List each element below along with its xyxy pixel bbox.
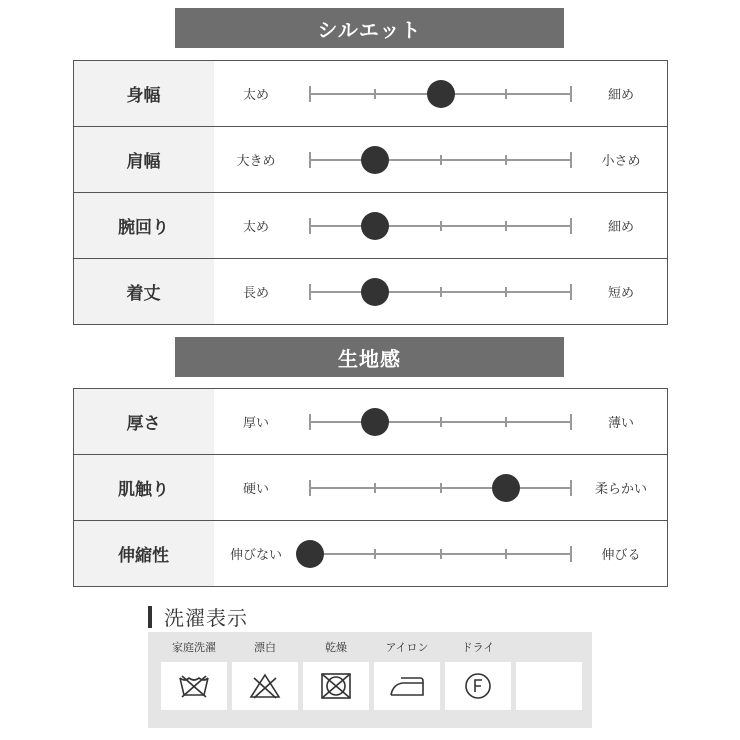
scale-cell xyxy=(214,521,667,586)
care-label: 漂白 xyxy=(254,641,276,654)
care-item-wash xyxy=(161,632,227,710)
scale-marker xyxy=(296,540,324,568)
right-label: 伸びる xyxy=(601,548,641,563)
scale-marker xyxy=(361,212,389,240)
table-row xyxy=(74,454,667,520)
care-item-iron xyxy=(374,632,440,710)
scale-tick xyxy=(570,414,572,430)
scale-tick xyxy=(505,89,507,99)
care-heading xyxy=(148,602,248,631)
scale-tick xyxy=(440,221,442,231)
fabric-title: 生地感 xyxy=(338,346,401,371)
row-label: 厚さ xyxy=(74,389,214,454)
row-label: 着丈 xyxy=(74,259,214,324)
scale-tick xyxy=(505,287,507,297)
care-panel xyxy=(148,632,592,728)
care-item-bleach xyxy=(232,632,298,710)
scale-tick xyxy=(309,480,311,496)
table-row xyxy=(74,126,667,192)
no-bleach-icon xyxy=(232,662,298,710)
scale-tick xyxy=(374,483,376,493)
left-label: 硬い xyxy=(242,482,269,497)
scale-cell xyxy=(214,259,667,324)
fabric-banner xyxy=(175,337,564,377)
scale-marker xyxy=(427,80,455,108)
scale-tick xyxy=(505,549,507,559)
empty-care-slot xyxy=(516,662,582,710)
care-label: 家庭洗濯 xyxy=(172,641,216,654)
scale-tick xyxy=(505,221,507,231)
row-label: 伸縮性 xyxy=(74,521,214,586)
row-label: 身幅 xyxy=(74,61,214,126)
scale-cell xyxy=(214,455,667,520)
scale-cell xyxy=(214,127,667,192)
scale-tick xyxy=(505,417,507,427)
scale-tick xyxy=(570,480,572,496)
scale-marker xyxy=(361,146,389,174)
care-item-dryclean xyxy=(445,632,511,710)
silhouette-banner xyxy=(175,8,564,48)
care-label: ドライ xyxy=(461,641,495,654)
care-item-dry xyxy=(303,632,369,710)
scale-tick xyxy=(309,284,311,300)
care-label: 乾燥 xyxy=(325,641,347,654)
scale-marker xyxy=(492,474,520,502)
scale-tick xyxy=(374,89,376,99)
heading-bar xyxy=(148,606,152,628)
right-label: 柔らかい xyxy=(594,482,647,497)
scale-tick xyxy=(309,414,311,430)
scale-marker xyxy=(361,278,389,306)
table-row xyxy=(74,258,667,324)
scale-tick xyxy=(570,546,572,562)
left-label: 大きめ xyxy=(236,154,276,169)
scale-tick xyxy=(440,483,442,493)
scale-cell xyxy=(214,61,667,126)
scale-cell xyxy=(214,389,667,454)
silhouette-title: シルエット xyxy=(317,17,422,42)
no-wash-icon xyxy=(161,662,227,710)
table-row xyxy=(74,520,667,586)
scale-tick xyxy=(309,152,311,168)
scale-cell xyxy=(214,193,667,258)
right-label: 薄い xyxy=(607,416,634,431)
left-label: 太め xyxy=(242,88,269,103)
row-label: 腕回り xyxy=(74,193,214,258)
scale-tick xyxy=(309,218,311,234)
fabric-table xyxy=(73,388,668,587)
scale-tick xyxy=(440,155,442,165)
row-label: 肌触り xyxy=(74,455,214,520)
left-label: 長め xyxy=(242,286,269,301)
scale-tick xyxy=(570,86,572,102)
scale-marker xyxy=(361,408,389,436)
left-label: 伸びない xyxy=(229,548,282,563)
iron-icon xyxy=(374,662,440,710)
left-label: 厚い xyxy=(242,416,269,431)
table-row xyxy=(74,61,667,126)
care-item-empty xyxy=(516,632,582,710)
care-label xyxy=(516,632,582,662)
table-row xyxy=(74,389,667,454)
no-tumble-dry-icon xyxy=(303,662,369,710)
dry-clean-f-icon xyxy=(445,662,511,710)
care-label: アイロン xyxy=(385,641,429,654)
scale-tick xyxy=(309,86,311,102)
scale-tick xyxy=(440,549,442,559)
silhouette-table xyxy=(73,60,668,325)
right-label: 細め xyxy=(607,220,634,235)
scale-tick xyxy=(570,218,572,234)
scale-tick xyxy=(570,152,572,168)
scale-tick xyxy=(505,155,507,165)
care-title: 洗濯表示 xyxy=(164,606,248,630)
right-label: 細め xyxy=(607,88,634,103)
scale-tick xyxy=(570,284,572,300)
table-row xyxy=(74,192,667,258)
right-label: 小さめ xyxy=(601,154,641,169)
scale-tick xyxy=(440,417,442,427)
scale-tick xyxy=(374,549,376,559)
scale-tick xyxy=(440,287,442,297)
right-label: 短め xyxy=(607,286,634,301)
left-label: 太め xyxy=(242,220,269,235)
row-label: 肩幅 xyxy=(74,127,214,192)
